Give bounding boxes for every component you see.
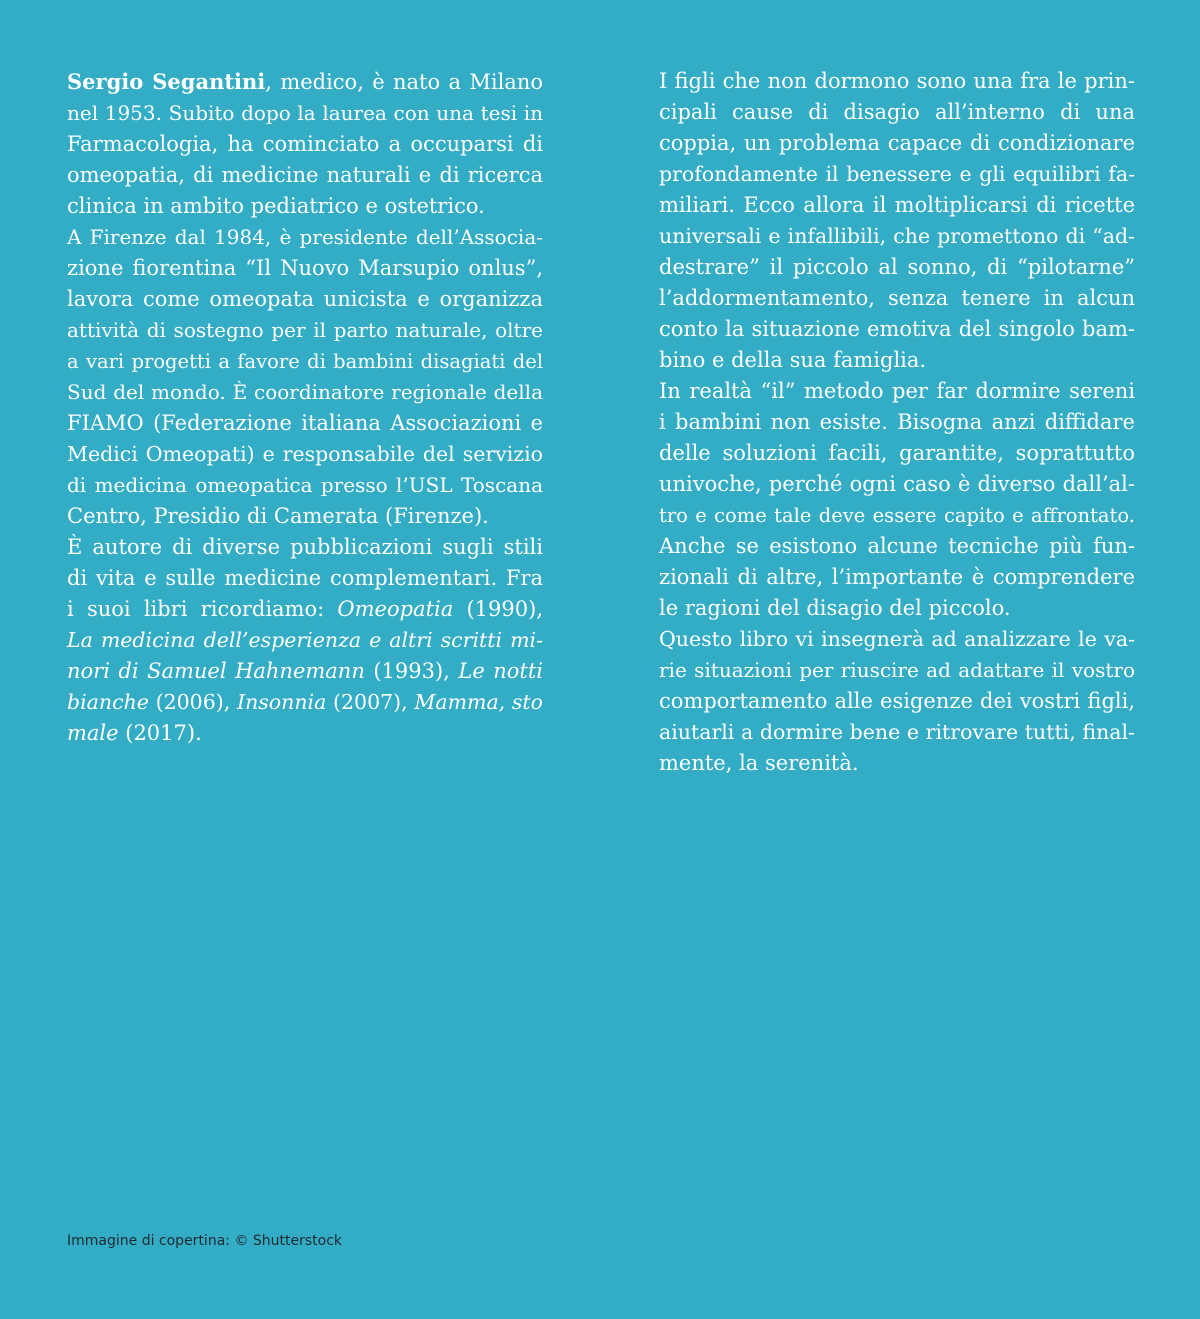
blurb-paragraph-2: [659, 376, 1135, 624]
book-title: Mamma, sto: [414, 690, 543, 714]
bio-line: zione fiorentina “Il Nuovo Marsupio onlus”,: [67, 256, 543, 280]
bio-line: di vita e sulle medicine complementari. Fra: [67, 566, 543, 590]
cover-image-credit: Immagine di copertina: © Shutterstock: [67, 1233, 343, 1249]
book-title: Insonnia: [236, 690, 327, 714]
blurb-paragraph-1: [659, 66, 1135, 376]
blurb-line: zionali di altre, l’importante è comprendere: [659, 565, 1135, 589]
book-blurb: [659, 66, 1135, 779]
book-title: Omeopatia: [337, 597, 454, 621]
book-title: bianche: [67, 690, 149, 714]
bio-line: Centro, Presidio di Camerata (Firenze).: [67, 504, 489, 528]
book-title: male: [67, 721, 119, 745]
blurb-paragraph-3: [659, 624, 1135, 779]
bio-line: clinica in ambito pediatrico e ostetrico.: [67, 194, 485, 218]
bio-line: Sud del mondo. È coordinatore regionale della: [67, 380, 543, 404]
bio-line: È autore di diverse pubblicazioni sugli stili: [67, 535, 543, 559]
bio-line: FIAMO (Federazione italiana Associazioni e: [67, 411, 543, 435]
bio-paragraph-1: [67, 66, 543, 222]
blurb-line: mente, la serenità.: [659, 751, 859, 775]
book-title: nori di Samuel Hahnemann: [67, 659, 365, 683]
bio-line: Farmacologia, ha cominciato a occuparsi di: [67, 132, 543, 156]
book-title: La medicina dell’esperienza e altri scritti mi-: [67, 628, 543, 652]
bio-line: A Firenze dal 1984, è presidente dell’Associa-: [67, 225, 543, 249]
blurb-line: destrare” il piccolo al sonno, di “pilotarne”: [659, 255, 1135, 279]
blurb-line: aiutarli a dormire bene e ritrovare tutti, final-: [659, 720, 1135, 744]
blurb-line: le ragioni del disagio del piccolo.: [659, 596, 1011, 620]
blurb-line: bino e della sua famiglia.: [659, 348, 927, 372]
blurb-line: delle soluzioni facili, garantite, soprattutto: [659, 441, 1135, 465]
blurb-line: miliari. Ecco allora il moltiplicarsi di ricette: [659, 193, 1135, 217]
author-name: Sergio Segantini: [67, 69, 266, 94]
blurb-line: Questo libro vi insegnerà ad analizzare le va-: [659, 627, 1135, 651]
blurb-line: comportamento alle esigenze dei vostri figli,: [659, 689, 1135, 713]
bio-line: omeopatia, di medicine naturali e di ricerca: [67, 163, 543, 187]
bio-line: male (2017).: [67, 721, 202, 745]
blurb-line: rie situazioni per riuscire ad adattare il vostro: [659, 658, 1135, 682]
bio-line: Medici Omeopati) e responsabile del servizio: [67, 442, 543, 466]
blurb-line: tro e come tale deve essere capito e affrontato.: [659, 504, 1135, 527]
bio-line: di medicina omeopatica presso l’USL Toscana: [67, 473, 543, 497]
blurb-line: i bambini non esiste. Bisogna anzi diffidare: [659, 410, 1135, 434]
bio-line: lavora come omeopata unicista e organizza: [67, 287, 543, 311]
blurb-line: l’addormentamento, senza tenere in alcun: [659, 286, 1135, 310]
bio-line: nel 1953. Subito dopo la laurea con una tesi in: [67, 101, 543, 125]
blurb-line: coppia, un problema capace di condizionare: [659, 131, 1135, 155]
bio-paragraph-3: [67, 532, 543, 749]
blurb-line: Anche se esistono alcune tecniche più fun-: [659, 534, 1135, 558]
bio-line: attività di sostegno per il parto naturale, oltre: [67, 318, 543, 342]
blurb-line: universali e infallibili, che promettono di “ad-: [659, 224, 1135, 248]
bio-line: bianche (2006), Insonnia (2007), Mamma, sto: [67, 690, 543, 714]
book-title: Le notti: [458, 659, 544, 683]
author-bio: [67, 66, 543, 749]
blurb-line: profondamente il benessere e gli equilibri fa-: [659, 162, 1135, 186]
blurb-line: conto la situazione emotiva del singolo bam-: [659, 317, 1135, 341]
blurb-line: I figli che non dormono sono una fra le prin-: [659, 69, 1135, 93]
bio-paragraph-2: [67, 222, 543, 532]
bio-line: nori di Samuel Hahnemann (1993), Le notti: [67, 659, 544, 683]
bio-line: a vari progetti a favore di bambini disagiati del: [67, 350, 543, 373]
blurb-line: In realtà “il” metodo per far dormire sereni: [659, 379, 1135, 403]
blurb-line: univoche, perché ogni caso è diverso dall’al-: [659, 472, 1135, 496]
blurb-line: cipali cause di disagio all’interno di una: [659, 100, 1135, 124]
bio-line: Sergio Segantini, medico, è nato a Milano: [67, 69, 543, 94]
bio-line: i suoi libri ricordiamo: Omeopatia (1990),: [67, 597, 543, 621]
